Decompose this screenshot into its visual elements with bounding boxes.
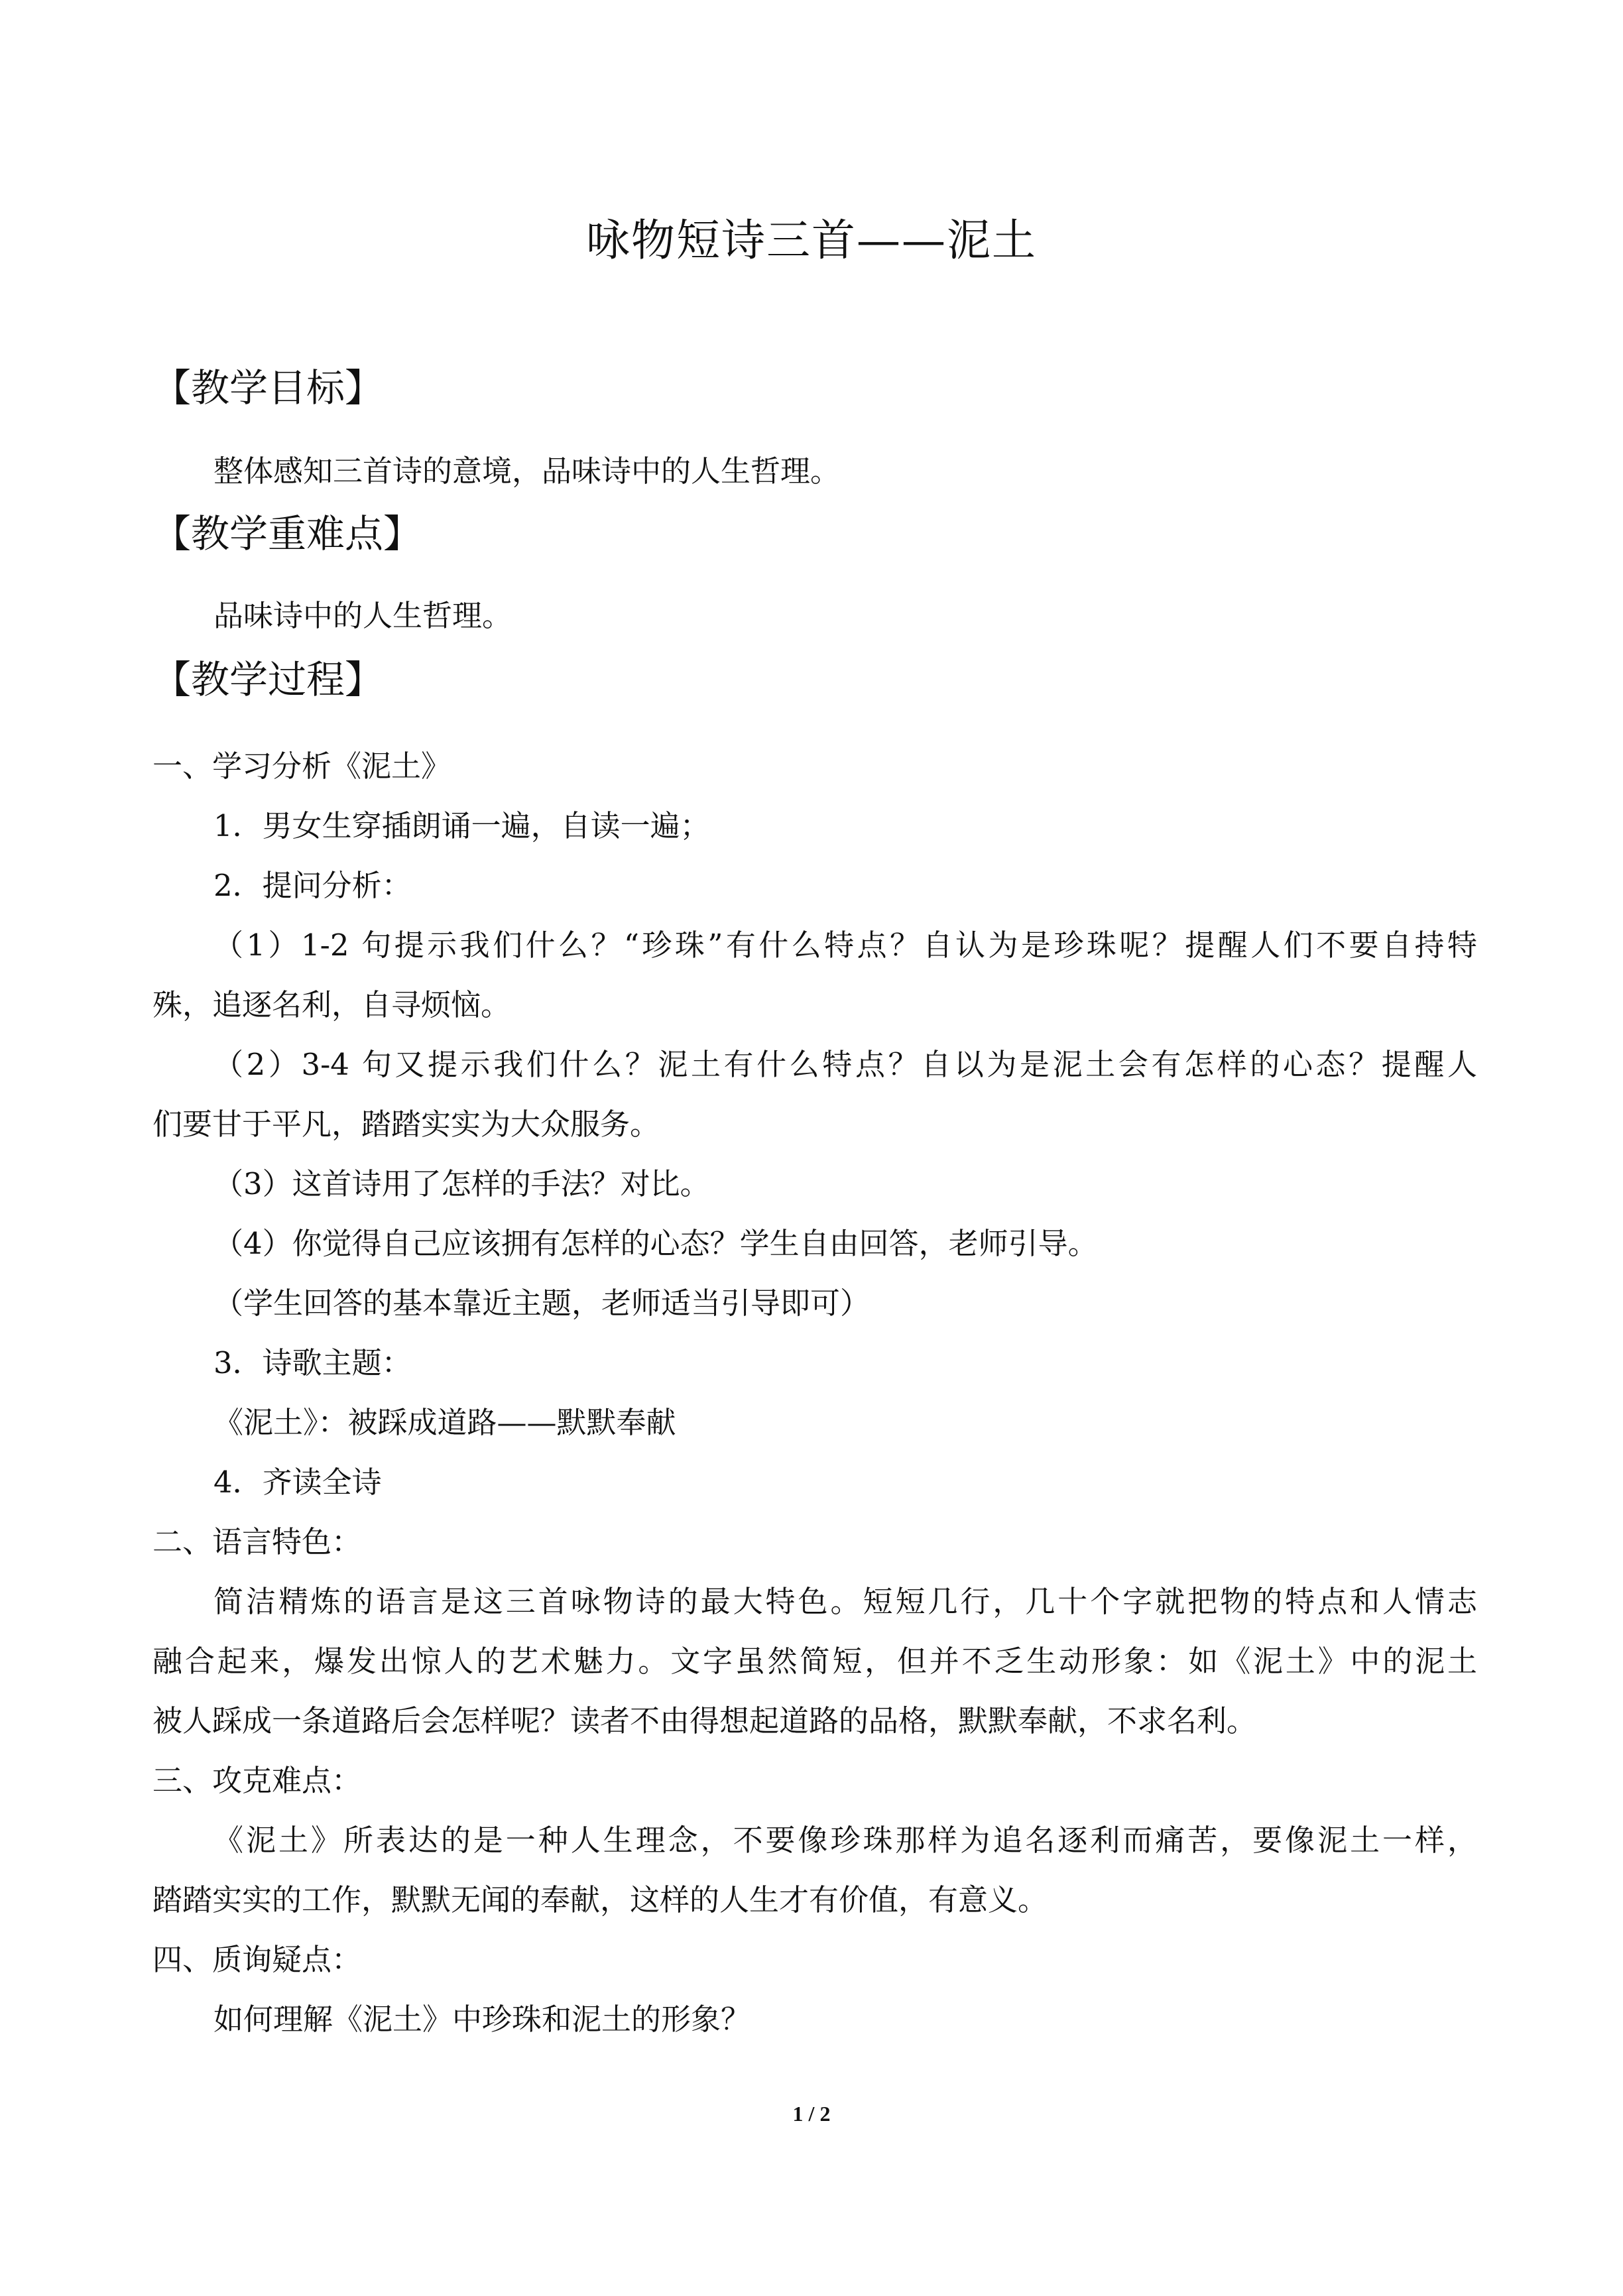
section1-q4: （4）你觉得自己应该拥有怎样的心态？学生自由回答，老师引导。 (213, 1226, 1098, 1261)
process-heading: 【教学过程】 (152, 657, 384, 702)
section1-q1-line2: 殊，追逐名利，自寻烦恼。 (152, 987, 511, 1022)
section2-line2: 融合起来，爆发出惊人的艺术魅力。文字虽然简短，但并不乏生动形象：如《泥土》中的泥土 (152, 1644, 1477, 1679)
section1-q3: （3）这首诗用了怎样的手法？对比。 (213, 1166, 710, 1201)
section2-line3: 被人踩成一条道路后会怎样呢？读者不由得想起道路的品格，默默奉献，不求名利。 (152, 1703, 1257, 1738)
page-title: 咏物短诗三首——泥土 (586, 215, 1037, 266)
section4-question: 如何理解《泥土》中珍珠和泥土的形象？ (213, 2002, 751, 2037)
difficulty-text: 品味诗中的人生哲理。 (213, 598, 512, 633)
section1-title: 一、学习分析《泥土》 (152, 749, 451, 784)
section1-step1: 1．男女生穿插朗诵一遍，自读一遍； (213, 808, 710, 843)
section1-step2: 2．提问分析： (213, 868, 412, 903)
objectives-text: 整体感知三首诗的意境，品味诗中的人生哲理。 (213, 453, 841, 489)
difficulty-heading: 【教学重难点】 (152, 511, 422, 556)
section2-title: 二、语言特色： (152, 1524, 362, 1559)
section4-title: 四、质询疑点： (152, 1942, 362, 1977)
section1-step4: 4．齐读全诗 (213, 1465, 382, 1500)
section3-title: 三、攻克难点： (152, 1763, 362, 1798)
page-number: 1 / 2 (792, 2102, 831, 2126)
objectives-heading: 【教学目标】 (152, 365, 384, 410)
section3-line2: 踏踏实实的工作，默默无闻的奉献，这样的人生才有价值，有意义。 (152, 1882, 1048, 1917)
section1-theme: 《泥土》：被踩成道路——默默奉献 (213, 1405, 676, 1440)
section2-line1: 简洁精炼的语言是这三首咏物诗的最大特色。短短几行，几十个字就把物的特点和人情志 (213, 1584, 1477, 1619)
section1-note: （学生回答的基本靠近主题，老师适当引导即可） (213, 1286, 871, 1321)
section1-q2-line2: 们要甘于平凡，踏踏实实为大众服务。 (152, 1107, 660, 1142)
section1-q2-line1: （2）3-4 句又提示我们什么？泥土有什么特点？自以为是泥土会有怎样的心态？提醒人 (213, 1047, 1477, 1082)
section3-line1: 《泥土》所表达的是一种人生理念，不要像珍珠那样为追名逐利而痛苦，要像泥土一样， (213, 1823, 1477, 1858)
section1-q1-line1: （1）1-2 句提示我们什么？“珍珠”有什么特点？自认为是珍珠呢？提醒人们不要自持特 (213, 928, 1477, 963)
section1-step3: 3．诗歌主题： (213, 1345, 412, 1380)
